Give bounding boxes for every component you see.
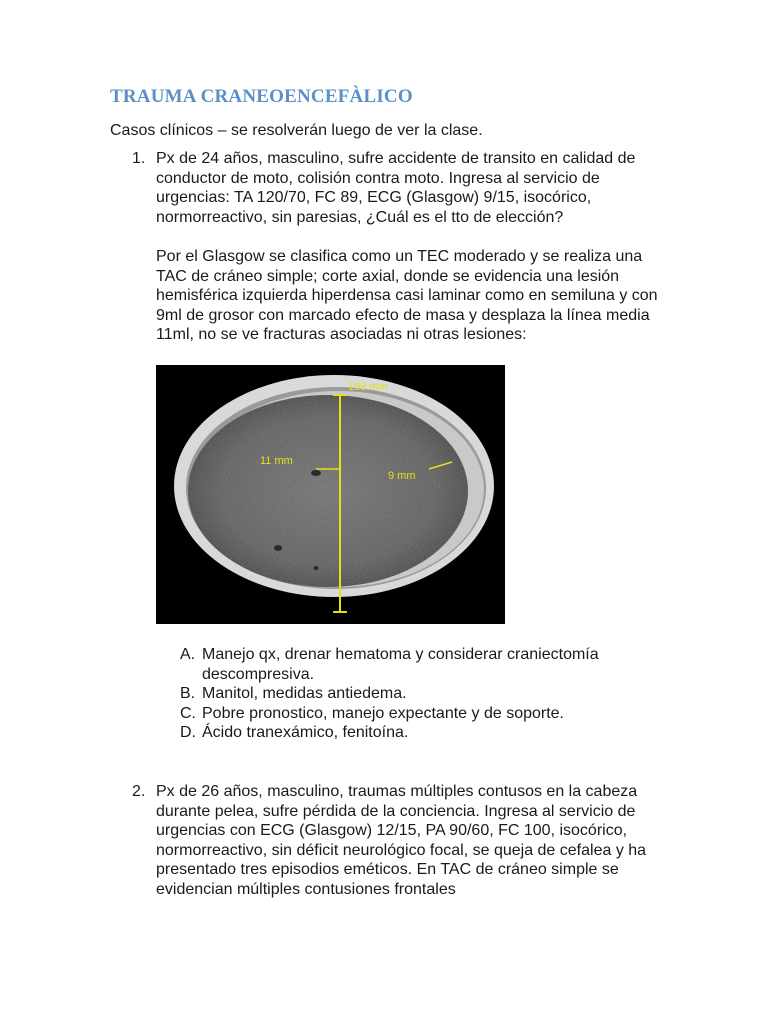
ct-scan-image (156, 365, 505, 624)
measure-thickness-label: 9 mm (388, 470, 416, 482)
option-a (180, 645, 640, 684)
case-2-paragraph-1: Px de 26 años, masculino, traumas múltiples contusos en la cabeza durante pelea, sufre pérdida de la conciencia. Ingresa al servicio de urgencias con ECG (Glasgow) 12/15, PA 90/60, FC 100, isocórico, normorreactivo, sin déficit neurológico focal, se queja de cefalea y ha presentado tres episodios eméticos. En TAC de cráneo simple se evidencian múltiples contusiones frontales (156, 783, 647, 898)
option-d (180, 723, 640, 743)
option-b-text: Manitol, medidas antiedema. (202, 685, 407, 703)
case-1-paragraph-2: Por el Glasgow se clasifica como un TEC moderado y se realiza una TAC de cráneo simple; corte axial, donde se evidencia una lesión hemisférica izquierda hiperdensa casi laminar como en semiluna y con 9ml de grosor con marcado efecto de masa y desplaza la línea media 11ml, no se ve fracturas asociadas ni otras lesiones: (156, 247, 658, 344)
option-c-text: Pobre pronostico, manejo expectante y de soporte. (202, 704, 564, 722)
case-1-options (180, 645, 640, 743)
option-b-letter: B. (180, 685, 196, 703)
option-b (180, 684, 640, 704)
measure-vertical-label: 169 mm (348, 381, 388, 393)
option-d-text: Ácido tranexámico, fenitoína. (202, 724, 409, 742)
case-1-paragraph-1: Px de 24 años, masculino, sufre accidente de transito en calidad de conductor de moto, colisión contra moto. Ingresa al servicio de urgencias: TA 120/70, FC 89, ECG (Glasgow) 9/15, isocórico, normorreactivo, sin paresias, ¿Cuál es el tto de elección? (156, 150, 636, 226)
option-c (180, 704, 640, 724)
document-title: TRAUMA CRANEOENCEFÀLICO (110, 86, 413, 107)
measure-midline-label: 11 mm (260, 455, 293, 467)
option-a-text: Manejo qx, drenar hematoma y considerar craniectomía descompresiva. (202, 646, 599, 683)
case-1-number: 1. (132, 150, 146, 167)
option-c-letter: C. (180, 704, 196, 722)
document-subtitle: Casos clínicos – se resolverán luego de ver la clase. (110, 122, 483, 139)
case-2-number: 2. (132, 783, 146, 800)
option-d-letter: D. (180, 724, 196, 742)
option-a-letter: A. (180, 646, 196, 663)
